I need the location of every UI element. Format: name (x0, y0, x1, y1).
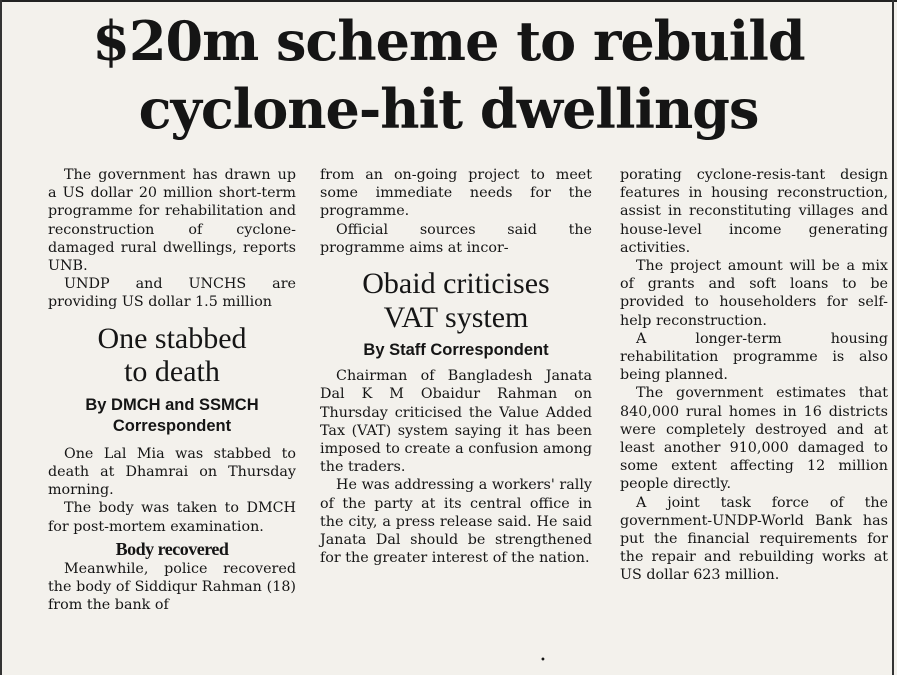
body-paragraph: Meanwhile, police recovered the body of Siddiqur Rahman (18) from the bank of (48, 561, 296, 614)
body-paragraph: UNDP and UNCHS are providing US dollar 1.5 million (48, 276, 296, 311)
stray-ink-mark: • (540, 655, 546, 666)
body-paragraph: One Lal Mia was stabbed to death at Dhamrai on Thursday morning. (48, 445, 296, 499)
body-paragraph: The government estimates that 840,000 rural homes in 16 districts were completely destroyed and at least another 910,000 damaged to some extent affecting 12 million people directly. (620, 385, 888, 493)
body-paragraph: porating cyclone-resis-tant design features in housing reconstruction, assist in reconstituting villages and house-level income generating activities. (620, 167, 888, 256)
body-paragraph: Official sources said the programme aims at incor- (320, 221, 592, 256)
body-paragraph: A longer-term housing rehabilitation programme is also being planned. (620, 330, 888, 384)
main-headline-line-2: cyclone-hit dwellings (138, 77, 759, 141)
byline-dmch-1: By DMCH and SSMCH (85, 395, 259, 414)
top-rule (0, 0, 897, 2)
body-paragraph: The body was taken to DMCH for post-mortem examination. (48, 500, 296, 535)
column-1 (48, 166, 296, 615)
body-paragraph: He was addressing a workers' rally of the party at its central office in the city, a press release said. He said Janata Dal should be strengthened for the greater interest of the nation. (320, 477, 592, 567)
byline-staff-correspondent: By Staff Correspondent (363, 341, 549, 360)
column-3 (620, 166, 888, 585)
body-paragraph: A joint task force of the government-UNDP-World Bank has put the financial requirements for the repair and rebuilding works at US dollar 623 million. (620, 494, 888, 584)
main-headline-line-1: $20m scheme to rebuild (92, 9, 805, 73)
body-paragraph: The project amount will be a mix of grants and soft loans to be provided to householders for self-help reconstruction. (620, 258, 888, 329)
body-paragraph: Chairman of Bangladesh Janata Dal K M Obaidur Rahman on Thursday criticised the Value Added Tax (VAT) system saying it has been imposed to create a confusion among the traders. (320, 368, 592, 476)
lead-paragraph: The government has drawn up a US dollar 20 million short-term programme for rehabilitation and reconstruction of cyclone-damaged rural dwellings, reports UNB. (48, 167, 296, 275)
story-headline-stabbed-1: One stabbed (97, 321, 247, 355)
body-paragraph: from an on-going project to meet some immediate needs for the programme. (320, 167, 592, 220)
story-headline-obaid-1: Obaid criticises (362, 267, 550, 301)
byline-dmch-2: Correspondent (112, 416, 232, 435)
column-2 (320, 166, 592, 567)
story-headline-stabbed-2: to death (124, 355, 220, 389)
story-headline-obaid-2: VAT system (383, 300, 529, 334)
crosshead-body-recovered: Body recovered (115, 538, 229, 559)
